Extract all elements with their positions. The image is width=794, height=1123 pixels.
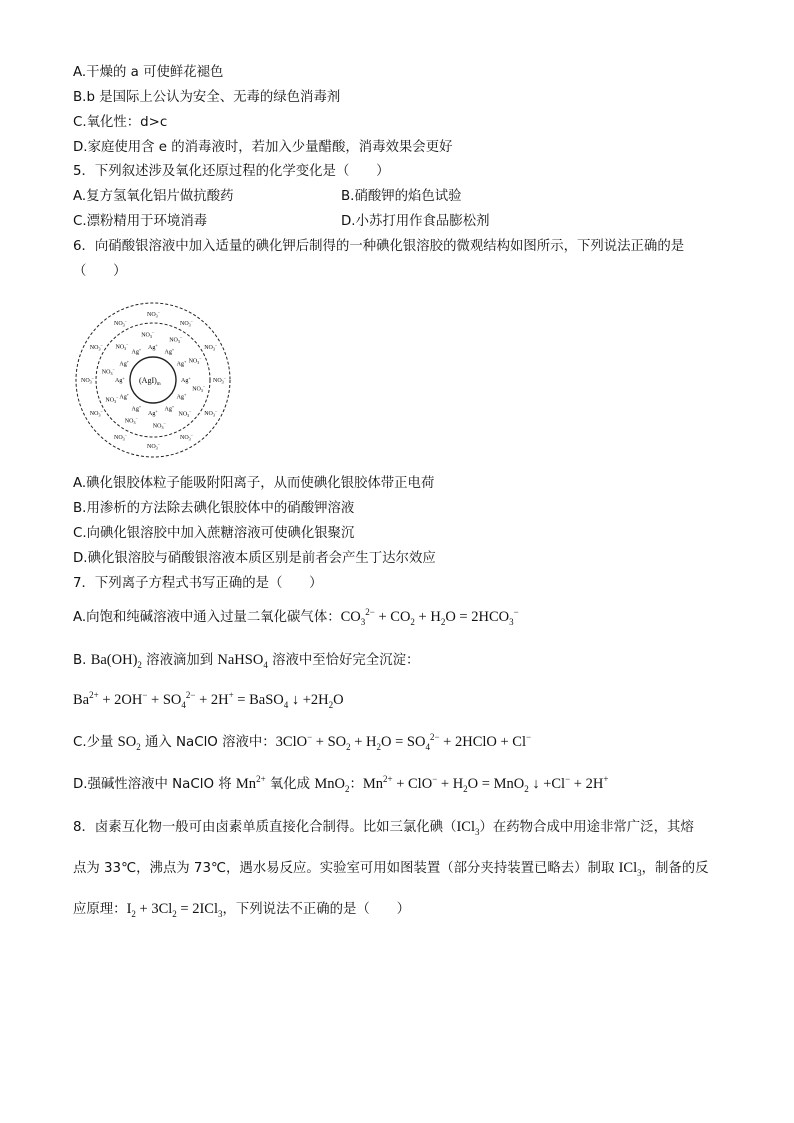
nitrate-ion-label: $NO_3^-$ [180,432,193,442]
q4-option-c: C.氧化性：d>c [73,115,168,130]
q7-option-a-text: A.向饱和纯碱溶液中通入过量二氧化碳气体： [73,610,341,625]
nitrate-ion-label: $NO_3^-$ [81,375,94,385]
nitrate-ion-label: $NO_3^-$ [105,395,119,405]
q7-option-b-text-end: 溶液中至恰好完全沉淀： [267,653,420,668]
q8-icl3-formula-2: ICl$_3$ [618,860,642,878]
agi-colloid-diagram [73,300,233,460]
nitrate-ion-label: $NO_3^-$ [188,355,202,365]
nitrate-ion-label: $NO_3^-$ [114,432,127,442]
nitrate-ion-label: $NO_3^-$ [204,342,218,352]
ag-ion-label: Ag+ [131,404,142,413]
q7-option-a [73,607,519,628]
q5-option-d: D.小苏打用作食品膨松剂 [341,214,490,229]
q7-mno2-formula: MnO$_2$ [314,776,350,794]
q5-stem: 5．下列叙述涉及氧化还原过程的化学变化是（ ） [73,164,390,179]
q8-line-1 [73,817,694,838]
q8-line-2-text: 点为 33℃，沸点为 73℃，遇水易反应。实验室可用如图装置（部分夹持装置已略去）制取 [73,861,619,876]
ag-ion-label: Ag+ [119,392,130,401]
q6-option-b: B.用渗析的方法除去碘化银胶体中的硝酸钾溶液 [73,501,355,516]
ag-ion-label: Ag+ [131,346,142,356]
ag-ion-label: Ag+ [148,408,158,417]
q8-line-1-text-end: ）在药物合成中用途非常广泛，其熔 [479,820,694,835]
nitrate-ion-label: $NO_3^-$ [152,421,166,431]
q7-option-b [73,650,419,671]
nitrate-ion-label: $NO_3^-$ [89,342,103,352]
q7-option-b-label: B. [73,653,91,668]
ag-ion-label: Ag+ [119,359,130,368]
q7-option-b-equation: $Ba^{2+} + 2OH^- + SO_4^{2-} + 2H^+$ = BaSO$_4$ ↓ $+2H_2O$ [73,690,344,710]
q7-option-d-equation: $Mn^{2+} + ClO^- + H_2O = MnO_2$ ↓ +Cl− + 2H+ [362,774,609,794]
q8-reaction-equation: $I_2 + 3Cl_2 = 2ICl_3$ [126,901,223,919]
q7-option-d-label: D.强碱性溶液中 NaClO 将 [73,777,236,792]
q8-line-2 [73,858,709,879]
q8-icl3-formula: ICl$_3$ [456,819,480,837]
q8-line-2-text-end: ，制备的反 [641,861,709,876]
q7-option-b-text: 溶液滴加到 [141,653,218,668]
q7-option-c-label: C.少量 [73,735,118,750]
q7-so2-formula: $SO_2$ [117,734,141,752]
q7-option-c-text: 通入 NaClO 溶液中： [140,735,276,750]
q7-option-a-equation: $CO_3^{2-} + CO_2 + H_2O = 2HCO_3^-$ [340,607,519,627]
q7-stem: 7．下列离子方程式书写正确的是（ ） [73,576,323,591]
nitrate-ion-label: $NO_3^-$ [124,415,138,425]
q5-option-b: B.硝酸钾的焰色试验 [341,189,462,204]
q6-stem-bracket: （ ） [73,264,127,279]
nitrate-ion-label: $NO_3^-$ [101,366,115,376]
q5-options-row2 [73,212,713,232]
q8-line-3-text-end: ，下列说法不正确的是（ ） [222,902,410,917]
q7-option-c-equation: $3ClO^- + SO_2 + H_2O = SO_4^{2-}$ + 2HClO + Cl− [275,732,532,752]
q7-option-d [73,774,608,795]
q4-option-d: D.家庭使用含 e 的消毒液时，若加入少量醋酸，消毒效果会更好 [73,140,453,155]
q7-mn2-formula: $Mn^{2+}$ [235,774,266,792]
nitrate-ion-label: $NO_3^-$ [114,318,127,328]
nitrate-ion-label: $NO_3^-$ [178,409,192,418]
nitrate-ion-label: $NO_3^-$ [147,441,160,451]
q6-option-c: C.向碘化银溶胶中加入蔗糖溶液可使碘化银聚沉 [73,526,355,541]
q6-option-d: D.碘化银溶胶与硝酸银溶液本质区别是前者会产生丁达尔效应 [73,551,436,566]
ag-ion-label: Ag+ [164,346,175,356]
nitrate-ion-label: $NO_3^-$ [115,342,129,351]
ag-ion-label: Ag+ [176,392,187,401]
q5-option-a: A.复方氢氧化铝片做抗酸药 [73,189,234,204]
nitrate-ion-label: $NO_3^-$ [192,384,206,394]
q6-option-a: A.碘化银胶体粒子能吸附阳离子，从而使碘化银胶体带正电荷 [73,476,435,491]
ag-ion-label: Ag+ [148,342,158,351]
q6-stem: 6．向硝酸银溶液中加入适量的碘化钾后制得的一种碘化银溶胶的微观结构如图所示，下列说法正确的是 [73,239,685,254]
q4-option-b: B.b 是国际上公认为安全、无毒的绿色消毒剂 [73,90,341,105]
ag-ion-label: Ag+ [115,375,125,384]
q7-option-d-colon: ： [349,777,363,792]
q7-option-d-text: 氧化成 [265,777,315,792]
q5-options-row1 [73,187,713,207]
q7-baoh2-formula: $Ba(OH)_2$ [90,652,142,670]
q8-line-3 [73,899,410,920]
nitrate-ion-label: $NO_3^-$ [89,408,103,418]
ag-ion-label: Ag+ [176,359,187,368]
q8-line-3-text: 应原理： [73,902,127,917]
nitrate-ion-label: $NO_3^-$ [169,335,183,345]
q4-option-a: A.干燥的 a 可使鲜花褪色 [73,65,224,80]
nitrate-ion-label: $NO_3^-$ [180,318,193,328]
q8-line-1-text: 8．卤素互化物一般可由卤素单质直接化合制得。比如三氯化碘（ [73,820,457,835]
nitrate-ion-label: $NO_3^-$ [204,408,218,418]
nitrate-ion-label: $NO_3^-$ [147,309,160,319]
q7-nahso4-formula: NaHSO$_4$ [217,652,268,670]
q7-option-c [73,732,531,753]
agi-core-label: $(AgI)_m$ [139,376,161,387]
ag-ion-label: Ag+ [181,375,191,384]
nitrate-ion-label: $NO_3^-$ [141,329,155,339]
ag-ion-label: Ag+ [164,404,175,413]
q5-option-c: C.漂粉精用于环境消毒 [73,214,208,229]
nitrate-ion-label: $NO_3^-$ [213,375,226,385]
